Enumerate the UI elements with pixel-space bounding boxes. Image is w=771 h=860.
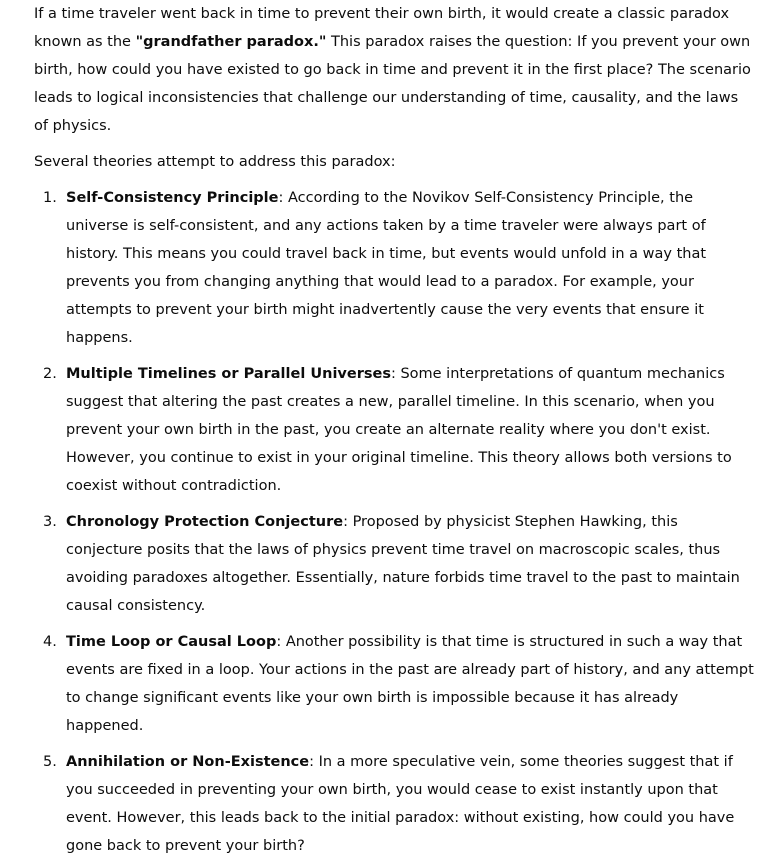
list-item-text: : In a more speculative vein, some theories suggest that if you succeeded in preventing your own birth, you would cease to exist instantly upon that event. However, this leads back to the initial paradox: without existing, how could you have gone back to prevent your birth? [66,754,735,854]
list-item-number: 1. [43,190,57,206]
lead-in-paragraph: Several theories attempt to address this paradox: [34,154,396,170]
theories-list [34,184,755,860]
list-item-text: : Some interpretations of quantum mechanics suggest that altering the past creates a new, parallel timeline. In this scenario, when you prevent your own birth in the past, you create an alternate reality where you don't exist. However, you continue to exist in your original timeline. This theory allows both versions to coexist without contradiction. [66,366,732,494]
list-item-title: Time Loop or Causal Loop [66,634,277,650]
intro-bold-term: "grandfather paradox." [135,34,327,50]
list-item-number: 5. [43,754,57,770]
list-item-number: 4. [43,634,57,650]
list-item-title: Chronology Protection Conjecture [66,514,344,530]
intro-paragraph [34,0,755,140]
list-item-title: Self-Consistency Principle [66,190,279,206]
list-item-title: Annihilation or Non-Existence [66,754,310,770]
list-item [34,360,755,500]
list-item-number: 3. [43,514,57,530]
list-item-text: : Proposed by physicist Stephen Hawking, this conjecture posits that the laws of physics prevent time travel on macroscopic scales, thus avoiding paradoxes altogether. Essentially, nature forbids time travel to the past to maintain causal consistency. [66,514,740,614]
list-item-text: : Another possibility is that time is structured in such a way that events are fixed in a loop. Your actions in the past are already part of history, and any attempt to change significant events like your own birth is impossible because it has already happened. [66,634,754,734]
list-item [34,628,755,740]
list-item-title: Multiple Timelines or Parallel Universes [66,366,391,382]
list-item-text: : According to the Novikov Self-Consistency Principle, the universe is self-consistent, and any actions taken by a time traveler were always part of history. This means you could travel back in time, but events would unfold in a way that prevents you from changing anything that would lead to a paradox. For example, your attempts to prevent your birth might inadvertently cause the very events that ensure it happens. [66,190,707,346]
list-item-number: 2. [43,366,57,382]
intro-text-after: This paradox raises the question: If you prevent your own birth, how could you have existed to go back in time and prevent it in the first place? The scenario leads to logical inconsistencies that challenge our understanding of time, causality, and the laws of physics. [34,34,751,134]
intro-text-before: If a time traveler went back in time to prevent their own birth, it would create a classic paradox known as the [34,6,730,50]
list-item [34,508,755,620]
list-item [34,748,755,860]
list-item [34,184,755,352]
